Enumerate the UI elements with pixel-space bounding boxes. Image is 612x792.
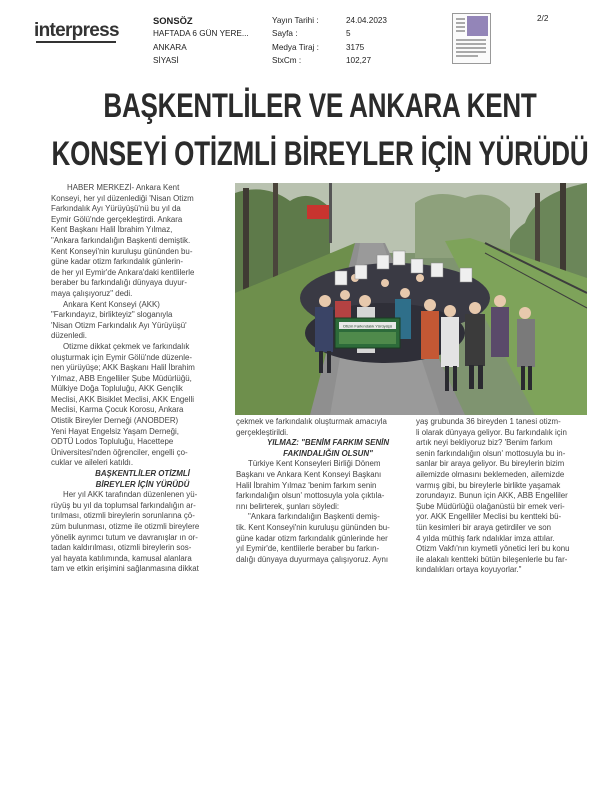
article-photo	[235, 183, 587, 415]
text-line: Şube Müdürlüğü olağanüstü bir emek veri-	[416, 501, 565, 511]
text-line: gerçekleştirildi.	[236, 427, 289, 437]
logo-underline	[36, 41, 116, 43]
text-line: beraber bu farkındalığı dünyaya duyur-	[51, 278, 187, 288]
text-line: tik. Kent Konseyi'nin kuruluşu gününden bu-	[236, 522, 390, 532]
text-line: Eymir Gölü'nde gerçekleştirdi. Ankara	[51, 214, 183, 224]
text-line: 'Nisan Otizm Farkındalık Ayı Yürüyüşü'	[51, 320, 187, 330]
text-line: cuklar ve aileleri katıldı.	[51, 458, 134, 468]
text-line: Ankara Kent Konseyi (AKK)	[63, 299, 160, 309]
text-line: zorundayız. Bunun için AKK, ABB Engelliler	[416, 491, 568, 501]
meta-label-circulation: Medya Tiraj :	[272, 42, 319, 52]
text-line: çekmek ve farkındalık oluşturmak amacıyla	[236, 417, 387, 426]
meta-values	[346, 14, 387, 68]
text-line: tırılması, otizmli bireylerin sorunlarına çö-	[51, 511, 195, 521]
text-line: Türkiye Kent Konseyleri Birliği Dönem	[248, 459, 381, 469]
text-line: li olarak dünyaya geliyor. Bu farkındalık için	[416, 427, 567, 437]
banner-text: Otizm Farkındalık Yürüyüşü	[342, 323, 393, 329]
subheading: FAKINDALIĞIN OLSUN"	[283, 448, 373, 458]
text-line: kındalıkları ortaya koyuyorlar."	[416, 565, 522, 575]
meta-value-date: 24.04.2023	[346, 16, 387, 25]
text-line: yönelik ayrımcı tutum ve davranışlar ın or-	[51, 532, 198, 542]
text-line: oluşturmak için Eymir Gölü'nde düzenle-	[51, 352, 192, 362]
text-line: Otizme dikkat çekmek ve farkındalık	[63, 341, 190, 351]
article-column-left	[51, 183, 234, 575]
thumbnail-photo	[467, 16, 488, 36]
headline-line-2: KONSEYİ OTİZMLİ BİREYLER İÇİN YÜRÜDÜ	[51, 133, 589, 173]
text-line: Konseyi, her yıl düzenlediği 'Nisan Otizm	[51, 193, 194, 203]
text-line: Meclisi, Karma Çocuk Korosu, Ankara	[51, 405, 184, 415]
text-line: sanlar bir araya geliyor. Bu bireylerin bizim	[416, 459, 565, 469]
meta-value-circulation: 3175	[346, 42, 365, 52]
subheading: BİREYLER İÇİN YÜRÜDÜ	[95, 479, 190, 489]
text-line: HABER MERKEZİ- Ankara Kent	[67, 183, 180, 192]
text-line: Otizm Vakfı'nın kıymetli yönetici leri bu konu	[416, 544, 570, 554]
text-line: Üniversitesi'nden öğrenciler, engelli ço-	[51, 447, 188, 457]
publication-city: ANKARA	[153, 42, 187, 52]
text-line: güne kadar otizm farkındalık günlerinde her	[236, 533, 388, 543]
text-line: dalığı dünyaya duyurmaya çalışıyoruz. Aynı	[236, 554, 389, 564]
subheading: BAŞKENTLİLER OTİZMLİ	[95, 469, 190, 479]
text-line: tün kesimleri bir araya getirdiler ve son	[416, 522, 552, 532]
publication-category: SİYASİ	[153, 56, 179, 66]
text-line: Halil İbrahim Yılmaz 'benim farkım senin	[236, 480, 377, 490]
text-line: "Ankara farkındalığın Başkenti demiş-	[248, 512, 380, 522]
text-line: Her yıl AKK tarafından düzenlenen yü-	[63, 490, 198, 500]
meta-value-stxcm: 102,27	[346, 56, 372, 66]
text-line: züm bulunması, otizme ile otizmli bireylere	[51, 522, 200, 531]
text-line: Otistik Bireyler Derneği (ANOBDER)	[51, 416, 179, 426]
meta-label-page: Sayfa :	[272, 29, 298, 39]
meta-label-date: Yayın Tarihi :	[272, 16, 319, 25]
publication-info	[153, 14, 265, 68]
publication-frequency: HAFTADA 6 GÜN YERE...	[153, 29, 249, 39]
text-line: tam ve etkin erişimini sağlanmasına dikkat	[51, 564, 199, 574]
text-line: Yılmaz, ABB Engelliler Şube Müdürlüğü,	[51, 373, 192, 383]
text-line: artık neyi bekliyoruz biz? 'Benim farkım	[416, 438, 553, 448]
text-line: yor. AKK Engelliler Meclisi bu kentteki bü-	[416, 512, 562, 522]
interpress-logo	[34, 20, 119, 42]
article-column-right	[416, 417, 606, 576]
text-line: ailemizde olmasını beklemeden, ailemizde	[416, 469, 565, 479]
logo-text: interpress	[34, 20, 119, 41]
text-line: Yeni Hayat Engelsiz Yaşam Derneği,	[51, 426, 179, 436]
article-column-middle	[236, 417, 420, 565]
text-line: rını belirterek, şunları söyledi:	[236, 501, 340, 511]
text-line: varmış gibi, bu bireylerle birlikte yaşamak	[416, 480, 561, 490]
text-line: Kent Başkanı Halil İbrahim Yılmaz,	[51, 225, 173, 235]
meta-label-stxcm: StxCm :	[272, 56, 302, 66]
text-line: 4 yılda müthiş fark ndalıklar imza attılar.	[416, 533, 555, 543]
text-line: maya çalışıyoruz" dedi.	[51, 288, 133, 298]
text-line: düzenledi.	[51, 331, 87, 341]
text-line: yal hayata katılımında, kamusal alanlara	[51, 553, 192, 563]
page-thumbnail	[452, 13, 491, 64]
publication-name: SONSÖZ	[153, 15, 193, 26]
text-line: ODTÜ Lodos Topluluğu, Hacettepe	[51, 437, 174, 447]
text-line: Meclisi, AKK Bisiklet Meclisi, AKK Engelli	[51, 394, 194, 404]
subheading: YILMAZ: "BENİM FARKIM SENİN	[266, 438, 390, 448]
text-line: de her yıl Eymir'de Ankara'daki kentlilerle	[51, 267, 195, 277]
text-line: Kent Konseyi'nin kuruluşu gününden bu-	[51, 246, 193, 256]
text-line: rüyüş bu yıl da toplumsal farkındalığın ar-	[51, 500, 196, 510]
text-line: senin farkındalığın olsun' mottosuyla bu in-	[416, 448, 566, 458]
text-line: Farkındalık Ayı Yürüyüşü'nü bu yıl da	[51, 204, 181, 214]
meta-labels	[272, 14, 319, 68]
meta-value-page: 5	[346, 29, 351, 39]
text-line: yaş grubunda 36 bireyden 1 tanesi otizm-	[416, 417, 561, 426]
page-number: 2/2	[537, 14, 549, 23]
text-line: "Ankara farkındalığın Başkenti demiştik.	[51, 235, 191, 245]
text-line: nen yürüyüşe; AKK Başkanı Halil İbrahim	[51, 363, 195, 373]
text-line: tadan kaldırılması, otizmli bireylerin sos-	[51, 543, 192, 553]
text-line: yıl Eymir'de, kentlilerle beraber bu farkın-	[236, 544, 380, 554]
headline-line-1: BAŞKENTLİLER VE ANKARA KENT	[103, 85, 537, 125]
text-line: "Farkındayız, birlikteyiz" sloganıyla	[51, 310, 173, 320]
text-line: Mülkiye Doğa Topluluğu, AKK Gençlik	[51, 384, 183, 394]
text-line: farkındalığın olsun' mottosuyla yola çıktıla-	[236, 491, 385, 501]
text-line: güne kadar otizm farkındalık günlerin-	[51, 257, 184, 267]
text-line: ile alakalı kentteki bütün bileşenlerle bu far-	[416, 554, 568, 564]
text-line: Başkanı ve Ankara Kent Konseyi Başkanı	[236, 469, 382, 479]
